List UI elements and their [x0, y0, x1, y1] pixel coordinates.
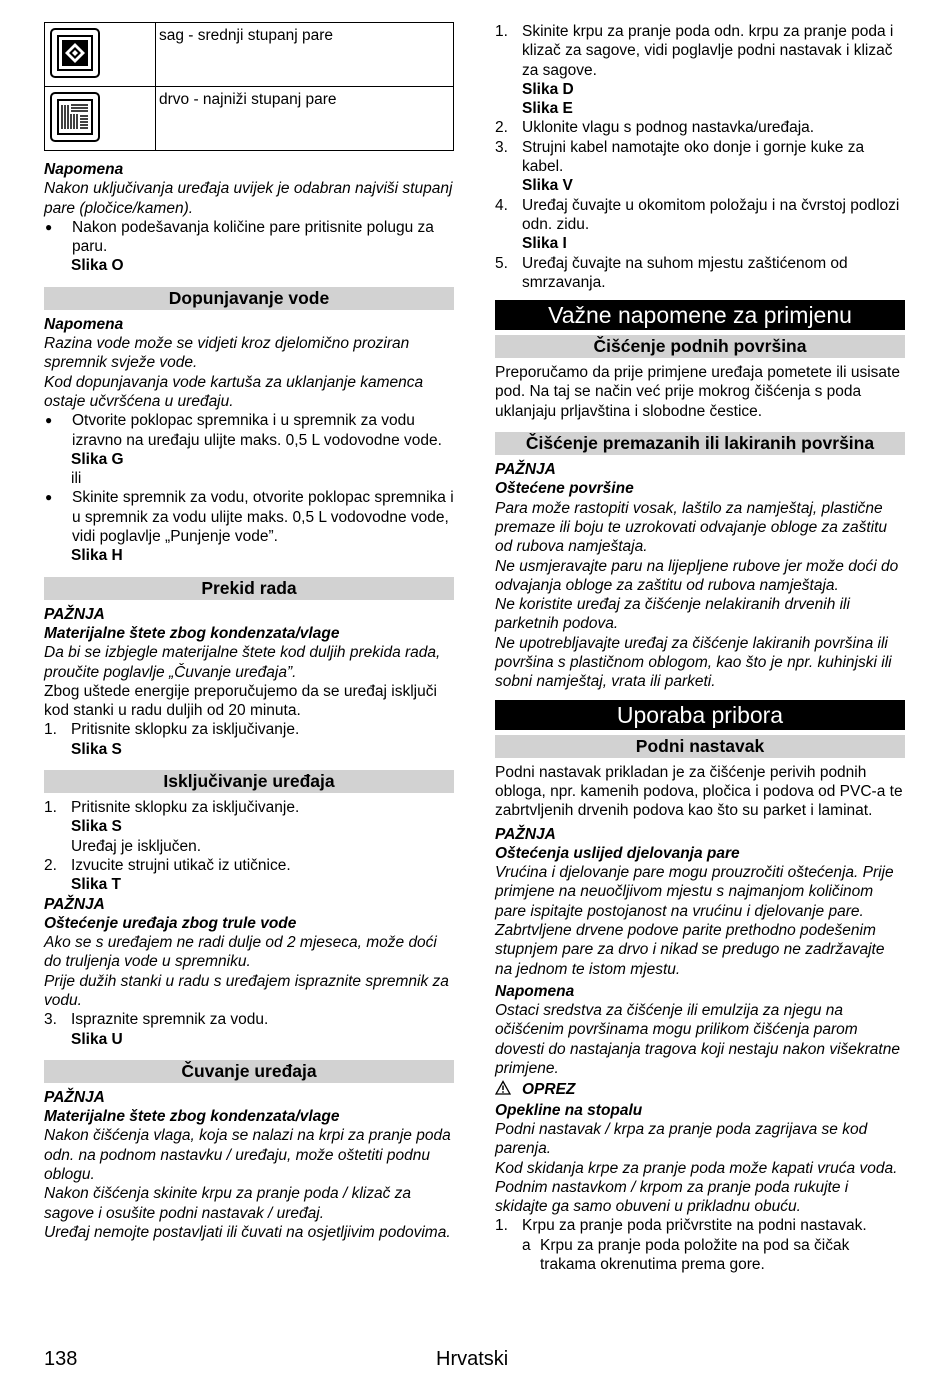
- list-item: 3. Ispraznite spremnik za vodu.: [44, 1011, 269, 1029]
- figure-ref: Slika S: [71, 818, 122, 836]
- section-heading: Čišćenje podnih površina: [495, 335, 905, 358]
- left-column: [44, 22, 454, 1242]
- note-text: Razina vode može se vidjeti kroz djelomično proziran spremnik svježe vode.: [44, 335, 410, 372]
- or-text: ili: [71, 470, 82, 488]
- wood-steam-icon: [50, 92, 100, 142]
- table-cell-label: sag - srednji stupanj pare: [156, 23, 454, 87]
- list-item: 2. Uklonite vlagu s podnog nastavka/uređaja.: [495, 119, 815, 137]
- caution-text: Podnim nastavkom / krpom za pranje poda rukujte i skidajte ga samo obuveni u prikladnu obuću.: [495, 1178, 849, 1216]
- table-row: [45, 87, 454, 151]
- figure-ref: Slika E: [522, 100, 573, 118]
- paragraph: Zbog uštede energije preporučujemo da se uređaj isključi kod stanki u radu duljih od 20 minuta.: [44, 682, 437, 720]
- warning-subtitle: Materijalne štete zbog kondenzata/vlage: [44, 624, 340, 642]
- section-heading: Čišćenje premazanih ili lakiranih površina: [495, 432, 905, 455]
- note-text: Nakon uključivanja uređaja uvijek je odabran najviši stupanj pare (pločice/kamen).: [44, 180, 453, 217]
- chapter-heading: Važne napomene za primjenu: [495, 300, 905, 330]
- result-text: Uređaj je isključen.: [71, 837, 202, 855]
- section-heading: Prekid rada: [44, 577, 454, 600]
- section-heading: Čuvanje uređaja: [44, 1060, 454, 1083]
- chapter-heading: Uporaba pribora: [495, 700, 905, 730]
- right-column: [495, 22, 905, 1274]
- warning-label: PAŽNJA: [44, 605, 105, 623]
- figure-ref: Slika G: [71, 450, 124, 468]
- warning-subtitle: Oštećenje uređaja zbog trule vode: [44, 914, 297, 932]
- figure-ref: Slika V: [522, 177, 573, 195]
- warning-label: PAŽNJA: [495, 461, 556, 479]
- warning-text: Zabrtvljene drvene podove parite prethodno podešenim stupnjem pare za drvo i nikad se predugo ne zadržavajte na jednom te istom mjestu.: [495, 921, 885, 978]
- warning-subtitle: Oštećenja uslijed djelovanja pare: [495, 844, 740, 862]
- section-heading: Dopunjavanje vode: [44, 287, 454, 310]
- note-title: Napomena: [44, 315, 124, 333]
- carpet-steam-icon: [50, 28, 100, 78]
- note-text: Ostaci sredstva za čišćenje ili emulzija za njegu na očišćenim površinama mogu prilikom čišćenja parom dovesti do nastajanja tragova koji nestaju nakon višekratne primjene.: [495, 1002, 900, 1078]
- footer-language: Hrvatski: [436, 1348, 509, 1370]
- warning-subtitle: Materijalne štete zbog kondenzata/vlage: [44, 1108, 340, 1126]
- table-row: [45, 23, 454, 87]
- warning-text: Vrućina i djelovanje pare mogu prouzročiti oštećenja. Prije primjene na neuočljivom mjestu s najmanjom količinom pare ispitajte postojanost na vrućinu i djelovanje pare.: [495, 864, 894, 920]
- section-heading: Podni nastavak: [495, 735, 905, 758]
- list-item: 1. Pritisnite sklopku za isključivanje.: [44, 721, 300, 739]
- bullet-icon: ●: [45, 490, 53, 505]
- caution-subtitle: Opekline na stopalu: [495, 1101, 643, 1119]
- warning-label: PAŽNJA: [495, 825, 556, 843]
- figure-ref: Slika T: [71, 876, 121, 894]
- warning-text: Nakon čišćenja skinite krpu za pranje poda / klizač za sagove i osušite podni nastavak / uređaj.: [44, 1185, 412, 1222]
- section-heading: Isključivanje uređaja: [44, 770, 454, 793]
- page-number: 138: [44, 1348, 78, 1370]
- list-item: ● Skinite spremnik za vodu, otvorite poklopac spremnika i u spremnik za vodu ulijte maks. 0,5 L vodovodne vode, vidi poglavlje „Punjenje vode”.: [45, 489, 454, 546]
- bullet-icon: ●: [45, 219, 53, 234]
- warning-text: Da bi se izbjegle materijalne štete kod duljih prekida rada, proučite poglavlje „Čuvanje uređaja”.: [44, 644, 441, 681]
- warning-text: Ako se s uređajem ne radi dulje od 2 mjeseca, može doći do truljenja vode u spremniku.: [44, 934, 437, 971]
- warning-text: Nakon čišćenja vlaga, koja se nalazi na krpi za pranje poda odn. na podnom nastavku / uređaju, može oštetiti podnu oblogu.: [44, 1127, 451, 1184]
- caution-header: [495, 1080, 905, 1100]
- warning-label: PAŽNJA: [44, 895, 105, 913]
- paragraph: Preporučamo da prije primjene uređaja pometete ili usisate pod. Na taj se način već prije mokrog čišćenja s poda uklanjaju prljavština i slobodne čestice.: [495, 364, 900, 420]
- note-title: Napomena: [44, 161, 124, 178]
- note-title: Napomena: [495, 982, 575, 1000]
- list-item: ● Nakon podešavanja količine pare pritisnite polugu za paru.: [45, 218, 434, 256]
- warning-subtitle: Oštećene površine: [495, 480, 634, 498]
- warning-text: Prije dužih stanki u radu s uređajem ispraznite spremnik za vodu.: [44, 972, 449, 1009]
- warning-text: Ne usmjeravajte paru na lijepljene rubove jer može doći do odvajanja obloge za zaštitu od rubova namještaja.: [495, 557, 899, 594]
- list-item: 1. Krpu za pranje poda pričvrstite na podni nastavak.: [495, 1217, 867, 1235]
- warning-label: PAŽNJA: [44, 1088, 105, 1106]
- warning-text: Ne upotrebljavajte uređaj za čišćenje lakiranih površina ili površina s plastičnom oblogom, kao što je npr. kuhinjski ili sobni namještaj, vrata ili parketi.: [495, 634, 892, 691]
- paragraph: Podni nastavak prikladan je za čišćenje perivih podnih obloga, npr. kamenih podova, pločica i podova od PVC-a te zabrtvljenih drvenih podova kao što su parket i laminat.: [495, 763, 903, 820]
- note-text: Kod dopunjavanja vode kartuša za uklanjanje kamenca ostaje učvršćena u uređaju.: [44, 373, 424, 410]
- list-subitem: a Krpu za pranje poda položite na pod sa čičak trakama okrenutima prema gore.: [522, 1236, 850, 1274]
- figure-ref: Slika H: [71, 547, 123, 565]
- list-item: ● Otvorite poklopac spremnika i u spremnik za vodu izravno na uređaju ulijte maks. 0,5 L vodovodne vode.: [45, 412, 442, 449]
- figure-ref: Slika I: [522, 235, 567, 253]
- caution-text: Podni nastavak / krpa za pranje poda zagrijava se kod parenja.: [495, 1120, 868, 1158]
- figure-ref: Slika D: [522, 80, 574, 98]
- list-item: 4. Uređaj čuvajte u okomitom položaju i na čvrstoj podlozi odn. zidu.: [495, 196, 900, 233]
- list-item: 2. Izvucite strujni utikač iz utičnice.: [44, 856, 291, 874]
- table-cell-label: drvo - najniži stupanj pare: [156, 87, 454, 151]
- caution-label: OPREZ: [522, 1081, 576, 1099]
- figure-ref: Slika O: [71, 257, 124, 275]
- warning-text: Ne koristite uređaj za čišćenje nelakiranih drvenih ili parketnih podova.: [495, 596, 850, 633]
- figure-ref: Slika U: [71, 1030, 123, 1048]
- warning-text: Para može rastopiti vosak, laštilo za namještaj, plastične premaze ili boju te uzrokovati odvajanje obloge za zaštitu od rubova namještaja.: [495, 499, 888, 556]
- list-item: 1. Pritisnite sklopku za isključivanje.: [44, 799, 300, 817]
- list-item: 3. Strujni kabel namotajte oko donje i gornje kuke za kabel.: [495, 138, 865, 176]
- list-item: 5. Uređaj čuvajte na suhom mjestu zaštićenom od smrzavanja.: [495, 254, 848, 291]
- steam-level-table: [44, 22, 454, 151]
- caution-text: Kod skidanja krpe za pranje poda može kapati vruća voda.: [495, 1159, 898, 1177]
- warning-triangle-icon: [495, 1080, 522, 1100]
- figure-ref: Slika S: [71, 740, 122, 758]
- bullet-icon: ●: [45, 413, 53, 428]
- list-item: 1. Skinite krpu za pranje poda odn. krpu za pranje poda i klizač za sagove, vidi poglavlje podni nastavak i klizač za sagove.: [495, 23, 894, 79]
- warning-text: Uređaj nemojte postavljati ili čuvati na osjetljivim podovima.: [44, 1223, 451, 1241]
